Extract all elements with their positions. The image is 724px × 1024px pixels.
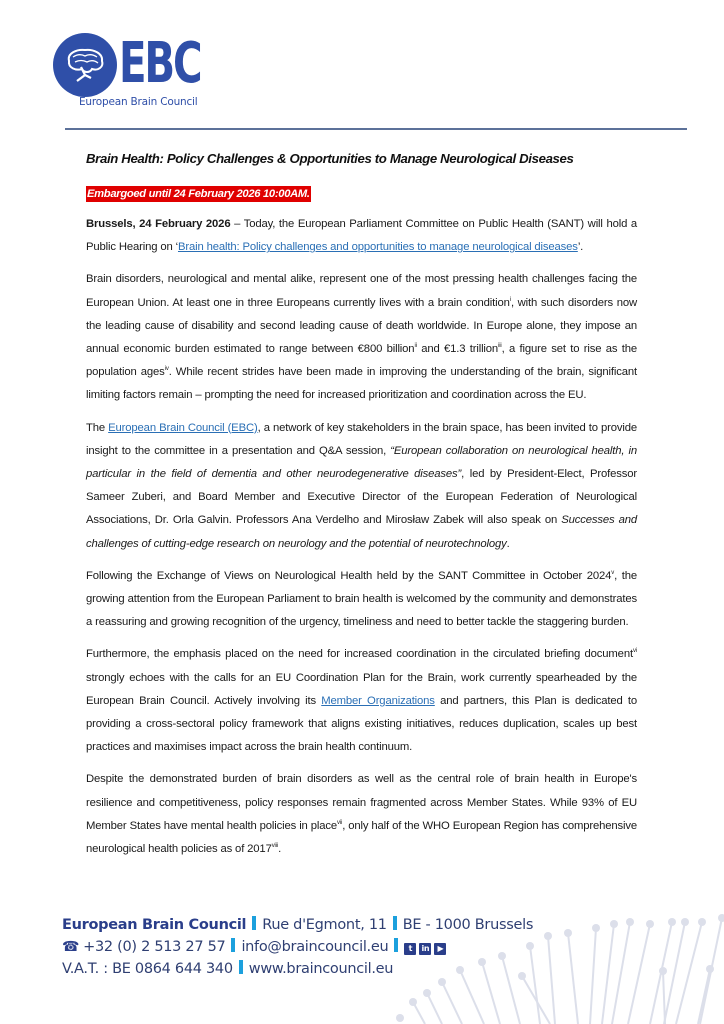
footnote-ref[interactable]: vi bbox=[632, 648, 637, 655]
paragraph-burden: Brain disorders, neurological and mental alike, represent one of the most pressing health challenges facing the European Union. At least one in three Europeans currently lives with a brain condition$^i$, with such disorders now the leading cause of disability and second leading cause of death worldwide. In Europe alone, they impose an annual economic burden estimated to range between €800 billion$^{ii}$ and €1.3 trillion$^{iii}$, a figure set to rise as the population ages$^{iv}$. While recent strides have been made in improving the understanding of the brain, significant limiting factors remain – prompting the need for increased prioritization and coordination across the EU. bbox=[86, 273, 638, 402]
ebc-link[interactable]: European Brain Council (EBC) bbox=[108, 421, 258, 434]
ebc-logo bbox=[53, 31, 201, 113]
talk-title: Successes and challenges of cutting-edge research on neurology and the potential of neurotechnology bbox=[86, 514, 637, 550]
footer-vat-line bbox=[62, 960, 393, 977]
brain-icon bbox=[63, 47, 107, 83]
footer-street: Rue d'Egmont, 11 bbox=[262, 917, 387, 933]
footer-org-name: European Brain Council bbox=[62, 917, 247, 933]
twitter-icon[interactable]: t bbox=[404, 943, 416, 955]
logo-wordmark: EBC bbox=[119, 31, 201, 96]
footnote-ref[interactable]: vii bbox=[336, 819, 343, 826]
footer-address-line bbox=[62, 916, 533, 933]
logo-subtitle: European Brain Council bbox=[79, 96, 198, 108]
separator-bar bbox=[239, 960, 243, 974]
footer-phone[interactable]: +32 (0) 2 513 27 57 bbox=[83, 939, 226, 955]
session-title: “European collaboration on neurological health, in particular in the field of dementia and other neurodegenerative diseases” bbox=[86, 444, 637, 481]
document-title: Brain Health: Policy Challenges & Opportunities to Manage Neurological Diseases bbox=[86, 151, 574, 166]
phone-icon: ☎ bbox=[62, 939, 80, 955]
footer-website[interactable]: www.braincouncil.eu bbox=[248, 961, 394, 977]
footnote-ref[interactable]: iv bbox=[164, 366, 169, 373]
separator-bar bbox=[393, 916, 397, 930]
footnote-ref[interactable]: i bbox=[509, 296, 511, 303]
paragraph-ebc-session: The European Brain Council (EBC), a network of key stakeholders in the brain space, has been invited to provide insight to the committee in a presentation and Q&A session, “European collaboration on neurological health, in particular in the field of dementia and other neurodegenerative diseases”, led by President-Elect, Professor Sameer Zuberi, and Board Member and Executive Director of the European Federation of Neurological Associations, Dr. Orla Galvin. Professors Ana Verdelho and Mirosław Zabek will also speak on Successes and challenges of cutting-edge research on neurology and the potential of neurotechnology. bbox=[86, 421, 637, 550]
separator-bar bbox=[394, 938, 398, 952]
separator-bar bbox=[231, 938, 235, 952]
document-body bbox=[86, 213, 637, 870]
separator-bar bbox=[252, 916, 256, 930]
member-organizations-link[interactable]: Member Organizations bbox=[321, 694, 435, 707]
public-hearing-link[interactable]: Brain health: Policy challenges and opportunities to manage neurological diseases bbox=[177, 241, 578, 254]
paragraph-coordination-plan: Furthermore, the emphasis placed on the need for increased coordination in the circulated briefing document$^{vi}$ strongly echoes with the calls for an EU Coordination Plan for the Brain, work currently spearheaded by the European Brain Council. Actively involving its Member Organizations and partners, this Plan is dedicated to providing a cross-sectoral policy framework that aligns existing initiatives, reduces duplication, scales up best practices and maximises impact across the brain health continuum. bbox=[86, 648, 637, 754]
footnote-ref[interactable]: v bbox=[611, 569, 615, 576]
footnote-ref[interactable]: viii bbox=[271, 843, 279, 850]
footer-city: BE - 1000 Brussels bbox=[402, 917, 534, 933]
footer-vat: V.A.T. : BE 0864 644 340 bbox=[62, 961, 233, 977]
paragraph-policy-fragmentation: Despite the demonstrated burden of brain disorders as well as the central role of brain health in Europe's resilience and competitiveness, policy responses remain fragmented across Member States. While 93% of EU Member States have mental health policies in place$^{vii}$, only half of the WHO European Region has comprehensive neurological health policies as of 2017$^{viii}$. bbox=[86, 773, 637, 856]
youtube-icon[interactable]: ▶ bbox=[434, 943, 446, 955]
footer-email[interactable]: info@braincouncil.eu bbox=[241, 939, 389, 955]
embargo-notice: Embargoed until 24 February 2026 10:00AM. bbox=[87, 188, 310, 200]
dateline: Brussels, 24 February 2026 bbox=[86, 218, 231, 230]
footnote-ref[interactable]: ii bbox=[414, 343, 417, 350]
page-footer bbox=[0, 900, 724, 1024]
footnote-ref[interactable]: iii bbox=[498, 343, 502, 350]
paragraph-intro: Brussels, 24 February 2026 – Today, the European Parliament Committee on Public Health (SANT) will hold a Public Hearing on ‘Brain health: Policy challenges and opportunities to manage neurological diseases’. bbox=[86, 218, 637, 254]
linkedin-icon[interactable]: in bbox=[419, 943, 431, 955]
brain-logo-circle bbox=[53, 33, 117, 97]
paragraph-exchange-of-views: Following the Exchange of Views on Neurological Health held by the SANT Committee in October 2024$^v$, the growing attention from the European Parliament to brain health is welcomed by the community and demonstrates a reassuring and growing recognition of the urgency, timeliness and need to better tackle the staggering burden. bbox=[86, 569, 637, 629]
header-divider bbox=[65, 128, 687, 130]
footer-contact-line bbox=[62, 938, 449, 955]
